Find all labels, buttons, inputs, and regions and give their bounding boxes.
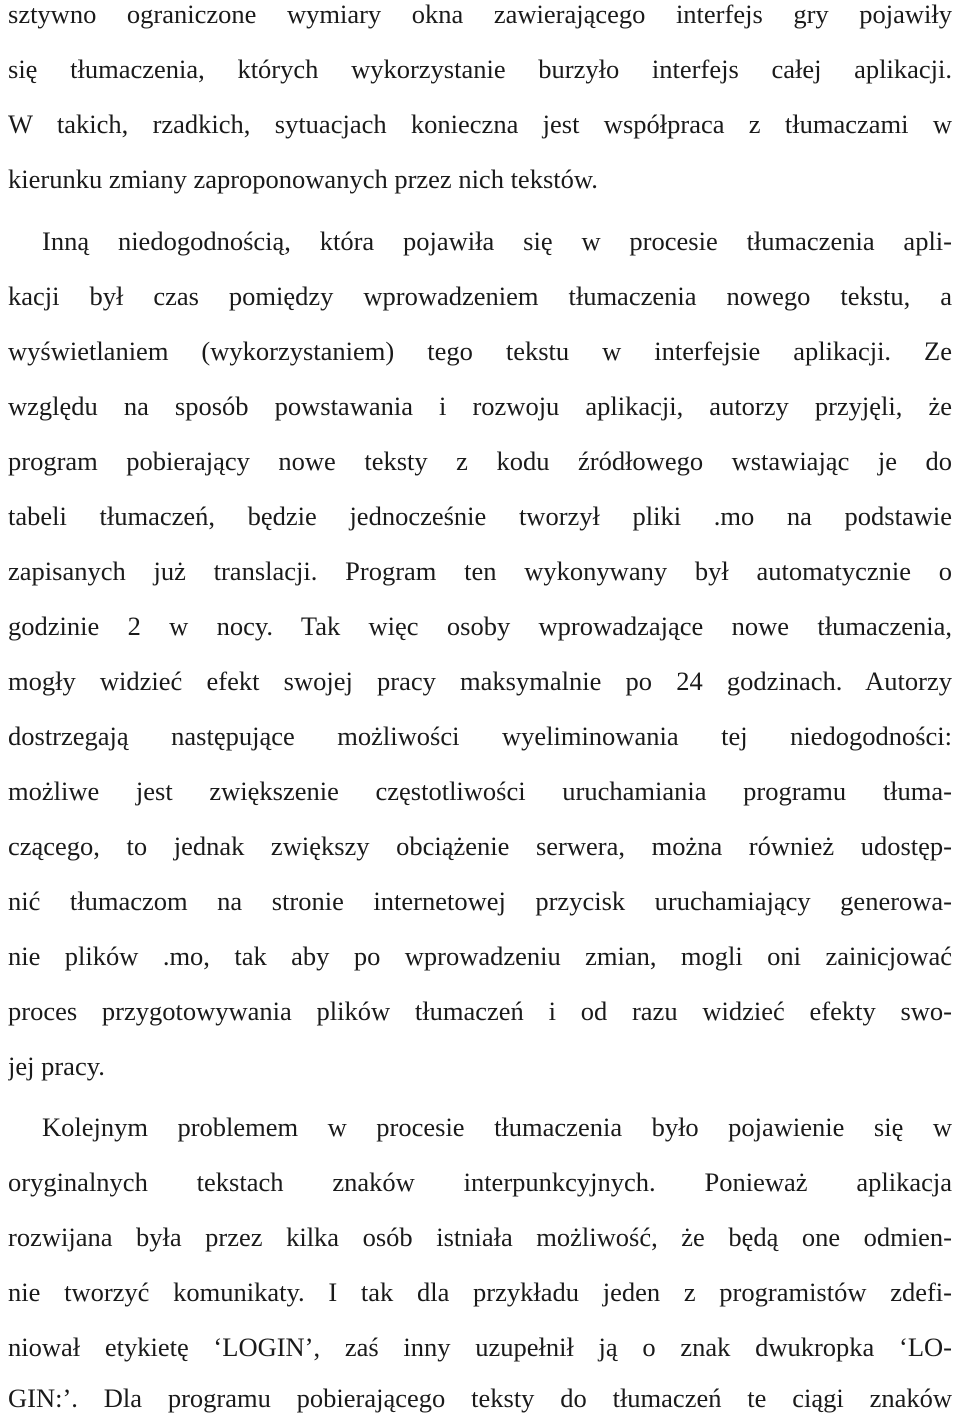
text-line: Inną niedogodnością, która pojawiła się w procesie tłumaczenia apli-	[42, 226, 952, 256]
text-line: tabeli tłumaczeń, będzie jednocześnie tworzył pliki .mo na podstawie	[8, 501, 952, 531]
text-line: czącego, to jednak zwiększy obciążenie serwera, można również udostęp-	[8, 831, 952, 861]
text-line: zapisanych już translacji. Program ten wykonywany był automatycznie o	[8, 556, 952, 586]
text-line: sztywno ograniczone wymiary okna zawierającego interfejs gry pojawiły	[8, 0, 952, 29]
text-line: program pobierający nowe teksty z kodu źródłowego wstawiając je do	[8, 446, 952, 476]
text-line: kierunku zmiany zaproponowanych przez nich tekstów.	[8, 164, 598, 194]
text-line: względu na sposób powstawania i rozwoju aplikacji, autorzy przyjęli, że	[8, 391, 952, 421]
text-line: nie tworzyć komunikaty. I tak dla przykładu jeden z programistów zdefi-	[8, 1277, 952, 1307]
text-line: możliwe jest zwiększenie częstotliwości uruchamiania programu tłuma-	[8, 776, 952, 806]
text-line: oryginalnych tekstach znaków interpunkcyjnych. Ponieważ aplikacja	[8, 1167, 952, 1197]
text-line: jej pracy.	[8, 1051, 105, 1081]
text-line: mogły widzieć efekt swojej pracy maksymalnie po 24 godzinach. Autorzy	[8, 666, 952, 696]
text-line: dostrzegają następujące możliwości wyeliminowania tej niedogodności:	[8, 721, 952, 751]
text-line: Kolejnym problemem w procesie tłumaczenia było pojawienie się w	[42, 1112, 952, 1142]
text-line: nić tłumaczom na stronie internetowej przycisk uruchamiający generowa-	[8, 886, 952, 916]
text-line: GIN:’. Dla programu pobierającego teksty do tłumaczeń te ciągi znaków	[8, 1383, 952, 1413]
text-line: niował etykietę ‘LOGIN’, zaś inny uzupełnił ją o znak dwukropka ‘LO-	[8, 1332, 952, 1362]
text-line: proces przygotowywania plików tłumaczeń i od razu widzieć efekty swo-	[8, 996, 952, 1026]
text-line: godzinie 2 w nocy. Tak więc osoby wprowadzające nowe tłumaczenia,	[8, 611, 952, 641]
text-line: W takich, rzadkich, sytuacjach konieczna jest współpraca z tłumaczami w	[8, 109, 952, 139]
text-line: kacji był czas pomiędzy wprowadzeniem tłumaczenia nowego tekstu, a	[8, 281, 952, 311]
text-line: nie plików .mo, tak aby po wprowadzeniu zmian, mogli oni zainicjować	[8, 941, 952, 971]
text-line: się tłumaczenia, których wykorzystanie burzyło interfejs całej aplikacji.	[8, 54, 952, 84]
text-line: wyświetlaniem (wykorzystaniem) tego tekstu w interfejsie aplikacji. Ze	[8, 336, 952, 366]
text-line: rozwijana była przez kilka osób istniała możliwość, że będą one odmien-	[8, 1222, 952, 1252]
